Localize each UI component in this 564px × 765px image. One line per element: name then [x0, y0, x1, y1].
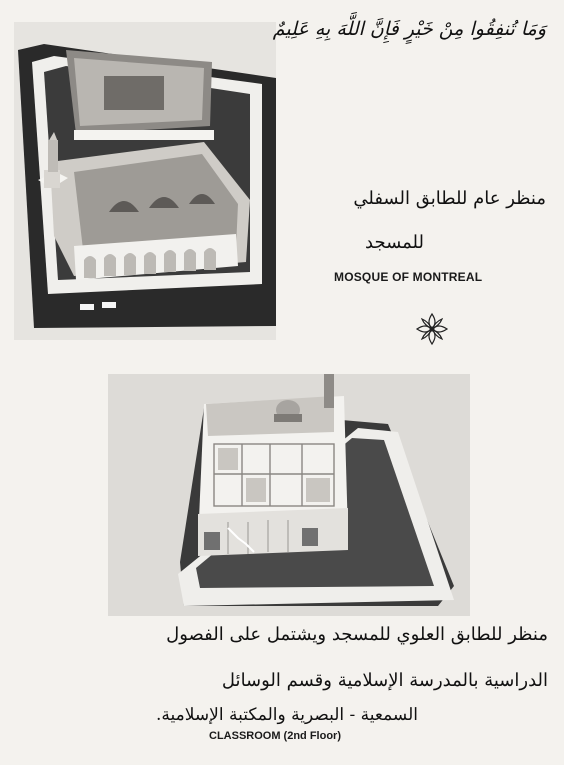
- ground-floor-caption-arabic-line2: للمسجد: [365, 232, 424, 253]
- floral-ornament-icon: [415, 312, 449, 346]
- ground-floor-caption-english: MOSQUE OF MONTREAL: [334, 270, 483, 284]
- quran-verse: وَمَا تُنفِقُوا مِنْ خَيْرٍ فَإِنَّ اللَّهَ بِهِ عَلِيمٌ: [272, 18, 546, 40]
- second-floor-caption-arabic-line3: السمعية - البصرية والمكتبة الإسلامية.: [156, 705, 418, 725]
- second-floor-model-photo: [108, 374, 470, 616]
- ground-floor-model-image: [14, 22, 276, 340]
- second-floor-caption-arabic-line1: منظر للطابق العلوي للمسجد ويشتمل على الفصول: [166, 624, 548, 645]
- second-floor-caption-english: CLASSROOM (2nd Floor): [209, 730, 341, 742]
- second-floor-caption-arabic-line2: الدراسية بالمدرسة الإسلامية وقسم الوسائل: [221, 670, 548, 691]
- second-floor-model-image: [108, 374, 470, 616]
- ground-floor-caption-arabic-line1: منظر عام للطابق السفلي: [353, 188, 546, 209]
- ground-floor-model-photo: [14, 22, 276, 340]
